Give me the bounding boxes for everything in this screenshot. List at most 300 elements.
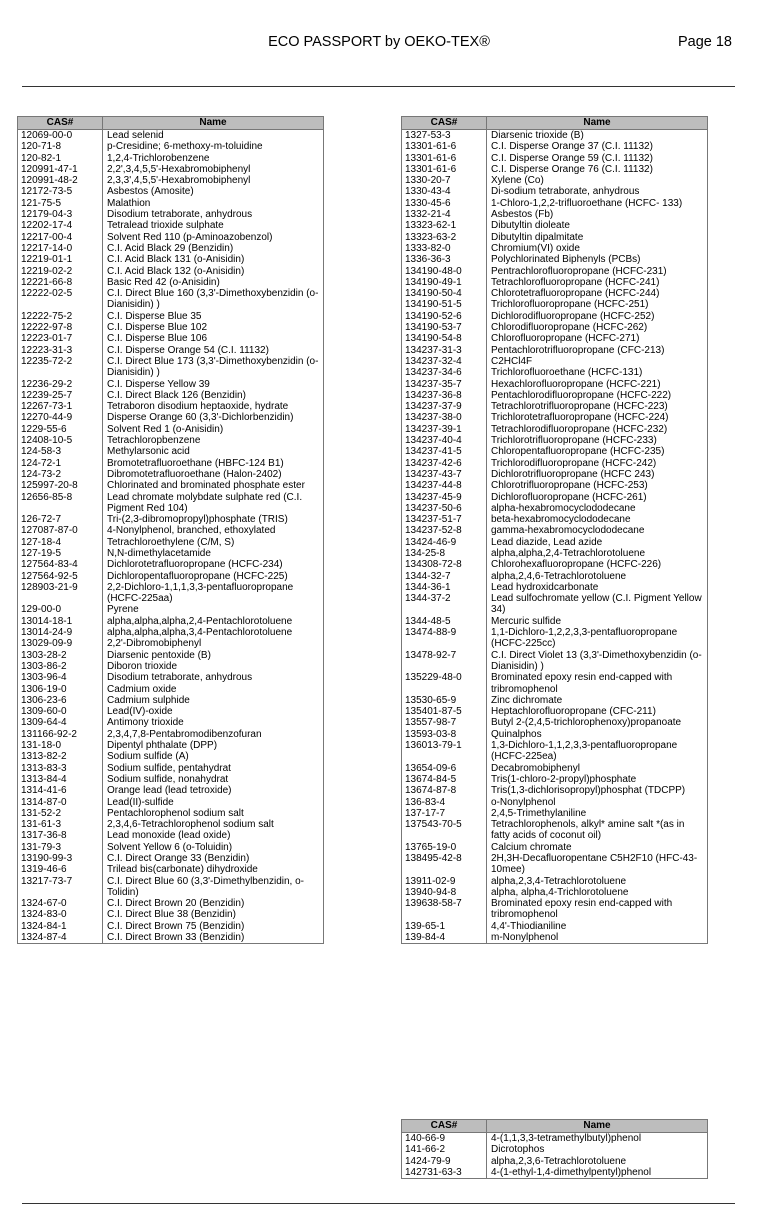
table-row — [18, 909, 324, 920]
substance-name: Pentrachlorofluoropropane (HCFC-231) — [487, 266, 708, 277]
table-row — [402, 153, 708, 164]
cas-number: 134237-32-4 — [402, 356, 487, 367]
cas-number: 12408-10-5 — [18, 435, 103, 446]
table-row — [18, 446, 324, 457]
cas-number: 140-66-9 — [402, 1133, 487, 1145]
substance-name: Tetrachloroethylene (C/M, S) — [103, 537, 324, 548]
cas-number: 134237-37-9 — [402, 401, 487, 412]
table-row — [402, 932, 708, 944]
cas-number: 134237-40-4 — [402, 435, 487, 446]
substance-name: 2,2'-Dibromobiphenyl — [103, 638, 324, 649]
table-row — [402, 424, 708, 435]
cas-number: 131-79-3 — [18, 842, 103, 853]
cas-number: 1336-36-3 — [402, 254, 487, 265]
table-row — [18, 706, 324, 717]
substance-name: C2HCl4F — [487, 356, 708, 367]
cas-number: 1344-32-7 — [402, 571, 487, 582]
table-row — [18, 876, 324, 899]
cas-number: 134237-45-9 — [402, 492, 487, 503]
table-row — [18, 582, 324, 605]
cas-number: 139-84-4 — [402, 932, 487, 944]
cas-number: 13911-02-9 — [402, 876, 487, 887]
table-row — [18, 785, 324, 796]
column-header-cas: CAS# — [18, 117, 103, 130]
substance-name: Lead monoxide (lead oxide) — [103, 830, 324, 841]
substance-name: Bromotetrafluoroethane (HBFC-124 B1) — [103, 458, 324, 469]
cas-number: 120991-48-2 — [18, 175, 103, 186]
substance-name: Asbestos (Amosite) — [103, 186, 324, 197]
substance-name: alpha,2,3,6-Tetrachlorotoluene — [487, 1156, 708, 1167]
substance-name: C.I. Acid Black 131 (o-Anisidin) — [103, 254, 324, 265]
substance-name: Trilead bis(carbonate) dihydroxide — [103, 864, 324, 875]
substance-name: Diboron trioxide — [103, 661, 324, 672]
substance-name: Disodium tetraborate, anhydrous — [103, 209, 324, 220]
table-row — [402, 480, 708, 491]
substance-name: 1,1-Dichloro-1,2,2,3,3-pentafluoropropane (HCFC-225cc) — [487, 627, 708, 650]
substance-name: Antimony trioxide — [103, 717, 324, 728]
substance-name: Tetraboron disodium heptaoxide, hydrate — [103, 401, 324, 412]
substance-name: beta-hexabromocyclododecane — [487, 514, 708, 525]
substance-name: Quinalphos — [487, 729, 708, 740]
substance-name: alpha-hexabromocyclododecane — [487, 503, 708, 514]
table-row — [402, 729, 708, 740]
cas-number: 128903-21-9 — [18, 582, 103, 605]
cas-number: 12219-02-2 — [18, 266, 103, 277]
substance-name: Tetrachlorotrifluoropropane (HCFC-223) — [487, 401, 708, 412]
table-row — [18, 921, 324, 932]
table-row — [18, 356, 324, 379]
substance-name: 2,4,5-Trimethylaniline — [487, 808, 708, 819]
table-row — [402, 571, 708, 582]
cas-number: 127564-92-5 — [18, 571, 103, 582]
column-header-name: Name — [487, 1120, 708, 1133]
substance-name: Dichlorotetrafluoropropane (HCFC-234) — [103, 559, 324, 570]
substance-name: Sodium sulfide (A) — [103, 751, 324, 762]
cas-number: 134237-34-6 — [402, 367, 487, 378]
table-row — [402, 695, 708, 706]
substance-name: Lead chromate molybdate sulphate red (C.I. Pigment Red 104) — [103, 492, 324, 515]
substance-name: C.I. Disperse Orange 59 (C.I. 11132) — [487, 153, 708, 164]
substance-name: 2,3,3',4,5,5'-Hexabromobiphenyl — [103, 175, 324, 186]
cas-number: 120-71-8 — [18, 141, 103, 152]
document-title: ECO PASSPORT by OEKO-TEX® — [268, 34, 490, 50]
table-row — [18, 424, 324, 435]
substance-name: 4-(1,1,3,3-tetramethylbutyl)phenol — [487, 1133, 708, 1145]
substance-name: Chlorodifluoropropane (HCFC-262) — [487, 322, 708, 333]
cas-number: 134237-31-3 — [402, 345, 487, 356]
cas-number: 12235-72-2 — [18, 356, 103, 379]
substance-name: Tris(1,3-dichlorisopropyl)phosphat (TDCPP) — [487, 785, 708, 796]
table-row — [18, 797, 324, 808]
table-row — [18, 525, 324, 536]
substance-name: 4,4'-Thiodianiline — [487, 921, 708, 932]
table-row — [402, 1144, 708, 1155]
substance-name: Lead sulfochromate yellow (C.I. Pigment Yellow 34) — [487, 593, 708, 616]
table-row — [18, 288, 324, 311]
table-row — [402, 186, 708, 197]
cas-number: 1229-55-6 — [18, 424, 103, 435]
table-row — [18, 412, 324, 423]
table-row — [18, 740, 324, 751]
substance-name: C.I. Direct Blue 160 (3,3'-Dimethoxybenzidin (o-Dianisidin) ) — [103, 288, 324, 311]
table-row — [18, 492, 324, 515]
table-row — [402, 740, 708, 763]
table-row — [402, 1167, 708, 1179]
cas-number: 134190-50-4 — [402, 288, 487, 299]
cas-number: 141-66-2 — [402, 1144, 487, 1155]
substance-name: Asbestos (Fb) — [487, 209, 708, 220]
cas-number: 12656-85-8 — [18, 492, 103, 515]
table-row — [402, 220, 708, 231]
table-row — [402, 492, 708, 503]
cas-number: 13765-19-0 — [402, 842, 487, 853]
cas-table-right — [401, 116, 708, 944]
substance-name: Trichlorodifluoropropane (HCFC-242) — [487, 458, 708, 469]
substance-name: Lead(IV)-oxide — [103, 706, 324, 717]
cas-number: 139-65-1 — [402, 921, 487, 932]
cas-number: 13940-94-8 — [402, 887, 487, 898]
table-row — [18, 717, 324, 728]
cas-number: 134190-52-6 — [402, 311, 487, 322]
cas-number: 1317-36-8 — [18, 830, 103, 841]
table-row — [18, 311, 324, 322]
table-row — [402, 1156, 708, 1167]
cas-number: 13029-09-9 — [18, 638, 103, 649]
table-row — [18, 751, 324, 762]
substance-name: 2,3,4,7,8-Pentabromodibenzofuran — [103, 729, 324, 740]
cas-number: 127564-83-4 — [18, 559, 103, 570]
cas-number: 1324-84-1 — [18, 921, 103, 932]
table-row — [18, 390, 324, 401]
substance-name: C.I. Disperse Orange 54 (C.I. 11132) — [103, 345, 324, 356]
table-row — [18, 198, 324, 209]
cas-number: 13474-88-9 — [402, 627, 487, 650]
cas-number: 12239-25-7 — [18, 390, 103, 401]
cas-number: 12223-31-3 — [18, 345, 103, 356]
substance-name: Orange lead (lead tetroxide) — [103, 785, 324, 796]
cas-number: 134237-38-0 — [402, 412, 487, 423]
table-row — [402, 243, 708, 254]
cas-number: 124-73-2 — [18, 469, 103, 480]
cas-number: 139638-58-7 — [402, 898, 487, 921]
cas-number: 1424-79-9 — [402, 1156, 487, 1167]
table-row — [18, 141, 324, 152]
substance-name: C.I. Direct Black 126 (Benzidin) — [103, 390, 324, 401]
table-row — [402, 458, 708, 469]
cas-number: 1330-20-7 — [402, 175, 487, 186]
table-row — [402, 898, 708, 921]
substance-name: Tri-(2,3-dibromopropyl)phosphate (TRIS) — [103, 514, 324, 525]
cas-number: 137-17-7 — [402, 808, 487, 819]
substance-name: Solvent Red 1 (o-Anisidin) — [103, 424, 324, 435]
table-row — [402, 763, 708, 774]
substance-name: N,N-dimethylacetamide — [103, 548, 324, 559]
substance-name: gamma-hexabromocyclododecane — [487, 525, 708, 536]
table-row — [18, 537, 324, 548]
table-row — [402, 367, 708, 378]
substance-name: m-Nonylphenol — [487, 932, 708, 944]
cas-number: 134237-44-8 — [402, 480, 487, 491]
substance-name: Pentachlorodifluoropropane (HCFC-222) — [487, 390, 708, 401]
substance-name: Pentachlorotrifluoropropane (CFC-213) — [487, 345, 708, 356]
substance-name: Di-sodium tetraborate, anhydrous — [487, 186, 708, 197]
substance-name: Dibromotetrafluoroethane (Halon-2402) — [103, 469, 324, 480]
substance-name: alpha, alpha,4-Trichlorotoluene — [487, 887, 708, 898]
table-row — [402, 842, 708, 853]
substance-name: Heptachlorofluoropropane (CFC-211) — [487, 706, 708, 717]
substance-name: Chlorotrifluoropropane (HCFC-253) — [487, 480, 708, 491]
table-row — [18, 401, 324, 412]
substance-name: Malathion — [103, 198, 324, 209]
cas-number: 1313-83-3 — [18, 763, 103, 774]
substance-name: Tris(1-chloro-2-propyl)phosphate — [487, 774, 708, 785]
table-row — [18, 514, 324, 525]
cas-number: 134237-43-7 — [402, 469, 487, 480]
cas-number: 13557-98-7 — [402, 717, 487, 728]
cas-number: 1327-53-3 — [402, 130, 487, 142]
cas-number: 138495-42-8 — [402, 853, 487, 876]
substance-name: Pentachlorophenol sodium salt — [103, 808, 324, 819]
table-row — [18, 684, 324, 695]
table-row — [402, 412, 708, 423]
cas-number: 124-58-3 — [18, 446, 103, 457]
table-row — [402, 322, 708, 333]
table-row — [402, 390, 708, 401]
cas-number: 142731-63-3 — [402, 1167, 487, 1179]
substance-name: C.I. Disperse Blue 106 — [103, 333, 324, 344]
table-row — [402, 672, 708, 695]
substance-name: Chloropentafluoropropane (HCFC-235) — [487, 446, 708, 457]
table-row — [402, 514, 708, 525]
substance-name: Methylarsonic acid — [103, 446, 324, 457]
cas-number: 126-72-7 — [18, 514, 103, 525]
table-row — [402, 311, 708, 322]
header-divider — [22, 86, 735, 87]
substance-name: Chromium(VI) oxide — [487, 243, 708, 254]
substance-name: Zinc dichromate — [487, 695, 708, 706]
table-row — [18, 164, 324, 175]
cas-number: 131-52-2 — [18, 808, 103, 819]
cas-number: 125997-20-8 — [18, 480, 103, 491]
table-row — [18, 650, 324, 661]
substance-name: Dipentyl phthalate (DPP) — [103, 740, 324, 751]
substance-name: 2H,3H-Decafluoropentane C5H2F10 (HFC-43-10mee) — [487, 853, 708, 876]
substance-name: o-Nonylphenol — [487, 797, 708, 808]
substance-name: 2,2-Dichloro-1,1,1,3,3-pentafluoropropane (HCFC-225aa) — [103, 582, 324, 605]
table-row — [18, 559, 324, 570]
table-row — [402, 616, 708, 627]
substance-name: Dichlorofluoropropane (HCFC-261) — [487, 492, 708, 503]
cas-number: 1330-43-4 — [402, 186, 487, 197]
cas-number: 12267-73-1 — [18, 401, 103, 412]
cas-number: 12222-02-5 — [18, 288, 103, 311]
cas-number: 121-75-5 — [18, 198, 103, 209]
cas-number: 13014-18-1 — [18, 616, 103, 627]
substance-name: Mercuric sulfide — [487, 616, 708, 627]
cas-number: 13190-99-3 — [18, 853, 103, 864]
cas-number: 134308-72-8 — [402, 559, 487, 570]
cas-table-right-continued — [401, 1119, 708, 1179]
cas-number: 13014-24-9 — [18, 627, 103, 638]
table-row — [18, 220, 324, 231]
table-row — [402, 266, 708, 277]
cas-number: 135401-87-5 — [402, 706, 487, 717]
substance-name: C.I. Direct Brown 33 (Benzidin) — [103, 932, 324, 944]
substance-name: Chlorohexafluoropropane (HCFC-226) — [487, 559, 708, 570]
table-row — [18, 277, 324, 288]
substance-name: Trichlorotetrafluoropropane (HCFC-224) — [487, 412, 708, 423]
cas-number: 1303-28-2 — [18, 650, 103, 661]
table-row — [402, 232, 708, 243]
substance-name: Dicrotophos — [487, 1144, 708, 1155]
table-row — [402, 333, 708, 344]
cas-number: 134190-53-7 — [402, 322, 487, 333]
column-header-cas: CAS# — [402, 117, 487, 130]
cas-number: 1324-87-4 — [18, 932, 103, 944]
table-row — [402, 593, 708, 616]
table-row — [18, 232, 324, 243]
cas-number: 127-18-4 — [18, 537, 103, 548]
cas-number: 134190-48-0 — [402, 266, 487, 277]
substance-name: Hexachlorofluoropropane (HCFC-221) — [487, 379, 708, 390]
cas-number: 134237-39-1 — [402, 424, 487, 435]
substance-name: 1,3-Dichloro-1,1,2,3,3-pentafluoropropane (HCFC-225ea) — [487, 740, 708, 763]
table-row — [18, 774, 324, 785]
cas-number: 136-83-4 — [402, 797, 487, 808]
cas-number: 1314-41-6 — [18, 785, 103, 796]
table-row — [18, 830, 324, 841]
table-row — [402, 435, 708, 446]
table-row — [402, 130, 708, 142]
table-row — [18, 480, 324, 491]
substance-name: Sodium sulfide, pentahydrat — [103, 763, 324, 774]
substance-name: Trichlorofluoroethane (HCFC-131) — [487, 367, 708, 378]
cas-number: 1313-82-2 — [18, 751, 103, 762]
table-row — [18, 175, 324, 186]
substance-name: alpha,alpha,alpha,2,4-Pentachlorotoluene — [103, 616, 324, 627]
cas-number: 134237-41-5 — [402, 446, 487, 457]
table-row — [402, 198, 708, 209]
cas-number: 1306-23-6 — [18, 695, 103, 706]
substance-name: Trichlorotrifluoropropane (HCFC-233) — [487, 435, 708, 446]
table-row — [18, 571, 324, 582]
cas-number: 120991-47-1 — [18, 164, 103, 175]
table-row — [18, 604, 324, 615]
substance-name: Lead(II)-sulfide — [103, 797, 324, 808]
cas-number: 124-72-1 — [18, 458, 103, 469]
substance-name: Dichlorodifluoropropane (HCFC-252) — [487, 311, 708, 322]
cas-number: 127087-87-0 — [18, 525, 103, 536]
table-row — [402, 446, 708, 457]
table-row — [18, 695, 324, 706]
substance-name: C.I. Disperse Yellow 39 — [103, 379, 324, 390]
cas-number: 12219-01-1 — [18, 254, 103, 265]
substance-name: Brominated epoxy resin end-capped with tribromophenol — [487, 672, 708, 695]
table-row — [402, 503, 708, 514]
cas-number: 13301-61-6 — [402, 164, 487, 175]
substance-name: alpha,alpha,2,4-Tetrachlorotoluene — [487, 548, 708, 559]
cas-number: 13301-61-6 — [402, 141, 487, 152]
cas-number: 1324-83-0 — [18, 909, 103, 920]
table-row — [402, 469, 708, 480]
table-row — [402, 379, 708, 390]
table-row — [402, 401, 708, 412]
substance-name: Xylene (Co) — [487, 175, 708, 186]
table-row — [402, 921, 708, 932]
table-row — [402, 559, 708, 570]
table-row — [18, 345, 324, 356]
substance-name: Dichlorotrifluoropropane (HCFC 243) — [487, 469, 708, 480]
substance-name: Tetrachlorofluoropropane (HCFC-241) — [487, 277, 708, 288]
cas-number: 12202-17-4 — [18, 220, 103, 231]
substance-name: Solvent Red 110 (p-Aminoazobenzol) — [103, 232, 324, 243]
column-header-name: Name — [487, 117, 708, 130]
table-row — [18, 638, 324, 649]
cas-number: 13323-62-1 — [402, 220, 487, 231]
table-row — [18, 864, 324, 875]
substance-name: Cadmium oxide — [103, 684, 324, 695]
substance-name: Decabromobiphenyl — [487, 763, 708, 774]
substance-name: C.I. Direct Orange 33 (Benzidin) — [103, 853, 324, 864]
substance-name: 2,2',3,4,5,5'-Hexabromobiphenyl — [103, 164, 324, 175]
table-row — [18, 435, 324, 446]
substance-name: C.I. Direct Brown 20 (Benzidin) — [103, 898, 324, 909]
cas-number: 1314-87-0 — [18, 797, 103, 808]
table-row — [402, 254, 708, 265]
cas-number: 137543-70-5 — [402, 819, 487, 842]
substance-name: Tetrachlorodifluoropropane (HCFC-232) — [487, 424, 708, 435]
footer-divider — [22, 1203, 735, 1204]
table-row — [18, 729, 324, 740]
table-row — [402, 209, 708, 220]
table-row — [18, 130, 324, 142]
table-row — [402, 797, 708, 808]
table-row — [18, 333, 324, 344]
substance-name: Dibutyltin dipalmitate — [487, 232, 708, 243]
substance-name: C.I. Direct Blue 60 (3,3'-Dimethylbenzidin, o-Tolidin) — [103, 876, 324, 899]
cas-number: 13674-87-8 — [402, 785, 487, 796]
cas-number: 13530-65-9 — [402, 695, 487, 706]
cas-number: 129-00-0 — [18, 604, 103, 615]
table-row — [18, 458, 324, 469]
substance-name: Basic Red 42 (o-Anisidin) — [103, 277, 324, 288]
substance-name: 2,3,4,6-Tetrachlorophenol sodium salt — [103, 819, 324, 830]
substance-name: 4-Nonylphenol, branched, ethoxylated — [103, 525, 324, 536]
cas-number: 131-61-3 — [18, 819, 103, 830]
column-header-name: Name — [103, 117, 324, 130]
substance-name: Solvent Yellow 6 (o-Toluidin) — [103, 842, 324, 853]
cas-number: 1332-21-4 — [402, 209, 487, 220]
cas-number: 13217-73-7 — [18, 876, 103, 899]
cas-table-left — [17, 116, 324, 944]
cas-number: 12179-04-3 — [18, 209, 103, 220]
cas-number: 1319-46-6 — [18, 864, 103, 875]
cas-number: 134237-52-8 — [402, 525, 487, 536]
cas-number: 134237-36-8 — [402, 390, 487, 401]
cas-number: 12172-73-5 — [18, 186, 103, 197]
substance-name: Trichlorofluoropropane (HCFC-251) — [487, 299, 708, 310]
substance-name: Diarsenic pentoxide (B) — [103, 650, 324, 661]
cas-number: 12270-44-9 — [18, 412, 103, 423]
table-row — [402, 175, 708, 186]
cas-number: 134237-51-7 — [402, 514, 487, 525]
substance-name: Chlorofluoropropane (HCFC-271) — [487, 333, 708, 344]
cas-number: 1309-64-4 — [18, 717, 103, 728]
cas-number: 12221-66-8 — [18, 277, 103, 288]
table-row — [18, 853, 324, 864]
table-row — [402, 356, 708, 367]
substance-name: alpha,alpha,alpha,3,4-Pentachlorotoluene — [103, 627, 324, 638]
